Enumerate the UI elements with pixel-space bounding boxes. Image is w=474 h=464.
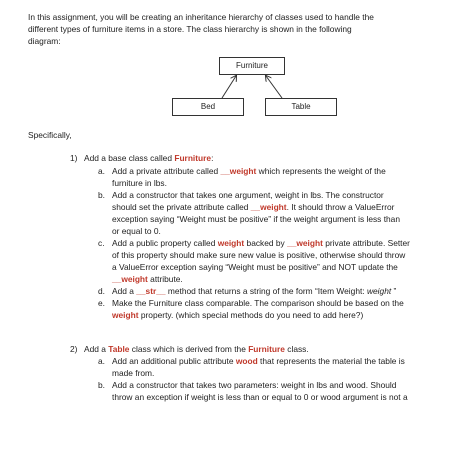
item-1b-line-1: Add a constructor that takes one argument, weight in lbs. The constructor — [112, 190, 384, 200]
item-1c-line-3: a ValueError exception saying “Weight must be positive” and NOT update the — [112, 262, 398, 272]
item-2a-line-1: Add an additional public attribute wood that represents the material the table is — [112, 356, 405, 366]
arrow-bed-to-furniture — [222, 76, 236, 98]
item-1b-letter: b. — [98, 190, 105, 200]
section1-number: 1) — [70, 153, 78, 163]
item-2a-letter: a. — [98, 356, 105, 366]
item-2b-line-1: Add a constructor that takes two parameters: weight in lbs and wood. Should — [112, 380, 397, 390]
item-1c-letter: c. — [98, 238, 105, 248]
item-2b-line-2: throw an exception if weight is less than or equal to 0 or wood argument is not a — [112, 392, 408, 402]
item-1c-line-4: __weight attribute. — [112, 274, 183, 284]
intro-line-2: different types of furniture items in a store. The class hierarchy is shown in the following — [28, 24, 352, 34]
item-1b-line-4: or equal to 0. — [112, 226, 161, 236]
item-1a-letter: a. — [98, 166, 105, 176]
intro-line-1: In this assignment, you will be creating an inheritance hierarchy of classes used to handle the — [28, 12, 374, 22]
diagram-box-table: Table — [265, 98, 337, 116]
diagram-box-furniture: Furniture — [219, 57, 285, 75]
section2-number: 2) — [70, 344, 78, 354]
item-1c-line-2: of this property should make sure new value is positive, otherwise should throw — [112, 250, 406, 260]
item-1b-line-3: exception saying “Weight must be positive” if the weight argument is less than — [112, 214, 400, 224]
diagram-arrows — [0, 0, 474, 140]
intro-line-3: diagram: — [28, 36, 61, 46]
arrow-table-to-furniture — [266, 76, 282, 98]
item-1e-letter: e. — [98, 298, 105, 308]
item-1d-line-1: Add a __str__ method that returns a string of the form “Item Weight: weight ” — [112, 286, 397, 296]
item-1d-letter: d. — [98, 286, 105, 296]
item-2b-letter: b. — [98, 380, 105, 390]
item-2a-line-2: made from. — [112, 368, 155, 378]
item-1a-line-2: furniture in lbs. — [112, 178, 167, 188]
item-1a-line-1: Add a private attribute called __weight which represents the weight of the — [112, 166, 386, 176]
specifically-label: Specifically, — [28, 130, 72, 140]
diagram-box-bed: Bed — [172, 98, 244, 116]
item-1e-line-1: Make the Furniture class comparable. The comparison should be based on the — [112, 298, 404, 308]
item-1e-line-2: weight property. (which special methods do you need to add here?) — [112, 310, 364, 320]
item-1c-line-1: Add a public property called weight backed by __weight private attribute. Setter — [112, 238, 410, 248]
item-1b-line-2: should set the private attribute called __weight. It should throw a ValueError — [112, 202, 395, 212]
section1-heading: Add a base class called Furniture: — [84, 153, 214, 163]
section2-heading: Add a Table class which is derived from the Furniture class. — [84, 344, 309, 354]
